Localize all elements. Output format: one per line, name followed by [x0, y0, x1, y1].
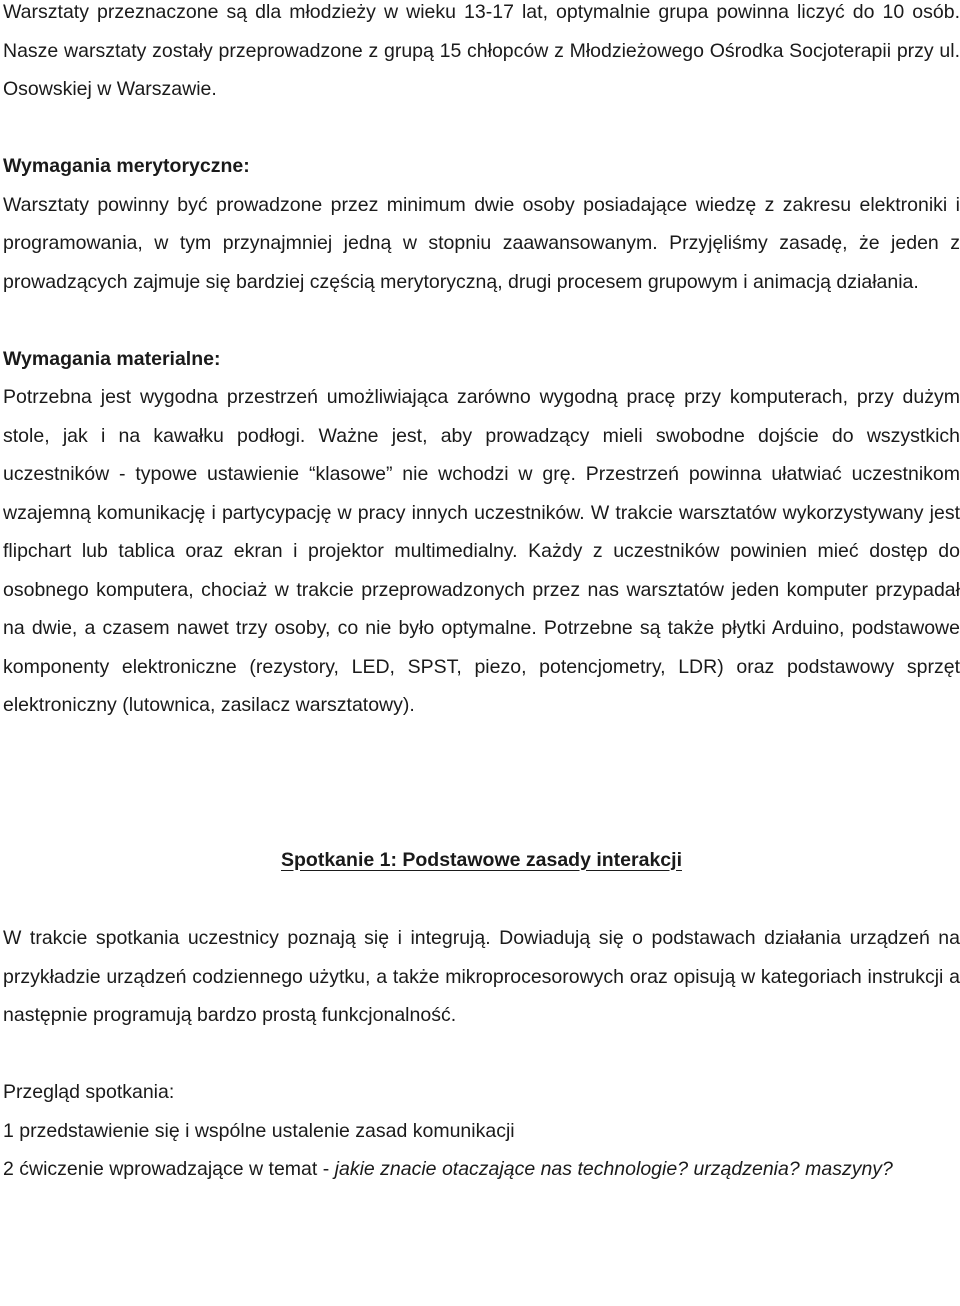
material-requirements-heading-text: Wymagania materialne: [3, 347, 221, 370]
paragraph-spacer [3, 109, 960, 148]
merit-requirements-heading [3, 147, 960, 186]
intro-paragraph: Warsztaty przeznaczone są dla młodzieży w wieku 13-17 lat, optymalnie grupa powinna liczyć do 10 osób. Nasze warsztaty zostały przeprowadzone z grupą 15 chłopców z Młodzieżowego Ośrodka Socjoterapii przy ul. Osowskiej w Warszawie. [3, 1, 960, 100]
meeting-overview-item-1-text: 1 przedstawienie się i wspólne ustalenie zasad komunikacji [3, 1119, 515, 1142]
meeting-overview-label: Przegląd spotkania: [3, 1081, 175, 1103]
meeting-overview-item-1 [3, 1112, 960, 1151]
paragraph-spacer [3, 301, 960, 340]
meeting-overview-item-2-text: 2 ćwiczenie wprowadzające w temat - [3, 1158, 335, 1180]
meeting-1-title: Spotkanie 1: Podstawowe zasady interakcji [281, 848, 682, 871]
paragraph-spacer [3, 1035, 960, 1074]
title-spacer [3, 879, 960, 919]
material-requirements-paragraph: Potrzebna jest wygodna przestrzeń umożliwiająca zarówno wygodną pracę przy komputerach, przy dużym stole, jak i na kawałku podłogi. Ważne jest, aby prowadzący mieli swobodne dojście do wszystkich uczestników - typowe ustawienie “klasowe” nie wchodzi w grę. Przestrzeń powinna ułatwiać uczestnikom wzajemną komunikację i partycypację w pracy innych uczestników. W trakcie warsztatów wykorzystywany jest flipchart lub tablica oraz ekran i projektor multimedialny. Każdy z uczestników powinien mieć dostęp do osobnego komputera, chociaż w trakcie przeprowadzonych przez nas warsztatów jeden komputer przypadał na dwie, a czasem nawet trzy osoby, co nie było optymalne. Potrzebne są także płytki Arduino, podstawowe komponenty elektroniczne (rezystory, LED, SPST, piezo, potencjometry, LDR) oraz podstawowy sprzęt elektroniczny (lutownica, zasilacz warsztatowy). [3, 386, 960, 716]
merit-requirements-paragraph: Warsztaty powinny być prowadzone przez minimum dwie osoby posiadające wiedzę z zakresu elektroniki i programowania, w tym przynajmniej jedną w stopniu zaawansowanym. Przyjęliśmy zasadę, że jeden z prowadzących zajmuje się bardziej częścią merytoryczną, drugi procesem grupowym i animacją działania. [3, 193, 960, 293]
section-spacer [3, 725, 960, 841]
meeting-overview-item-2-questions: jakie znacie otaczające nas technologie? urządzenia? maszyny? [334, 1158, 893, 1180]
material-requirements-heading [3, 340, 960, 379]
document-page [3, 0, 960, 1189]
meeting-1-description: W trakcie spotkania uczestnicy poznają się i integrują. Dowiadują się o podstawach działania urządzeń na przykładzie urządzeń codziennego użytku, a także mikroprocesorowych oraz opisują w kategoriach instrukcji a następnie programują bardzo prostą funkcjonalność. [3, 927, 960, 1026]
merit-requirements-heading-text: Wymagania merytoryczne: [3, 155, 250, 177]
meeting-overview-item-2 [3, 1150, 960, 1189]
